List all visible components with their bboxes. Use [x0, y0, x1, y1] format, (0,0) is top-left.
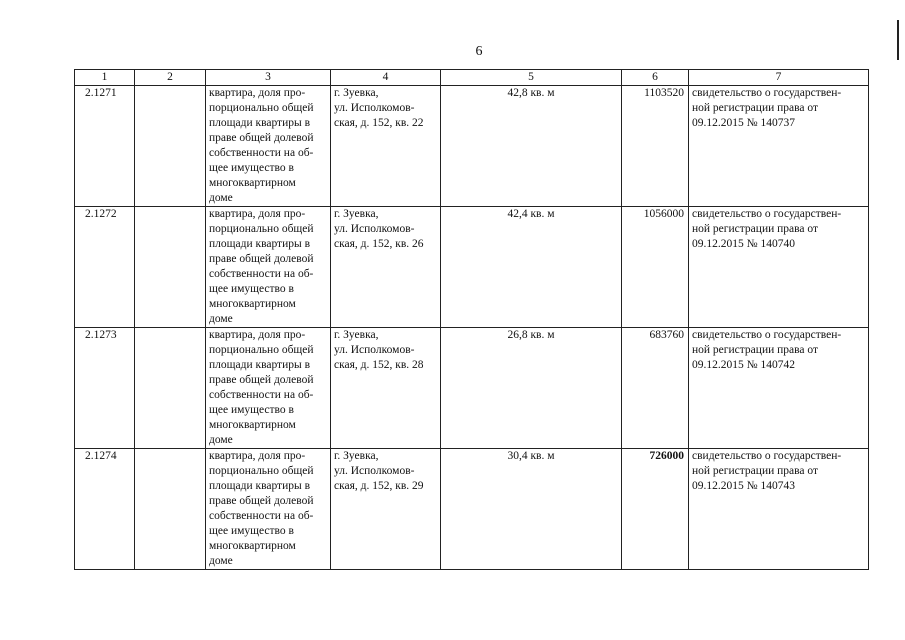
column-header-7: 7	[689, 70, 869, 86]
row-object-description: квартира, доля про- порционально общей площади квартиры в праве общей долевой собственности на об- щее имущество в многоквартирном доме	[206, 207, 331, 328]
row-area: 30,4 кв. м	[441, 449, 622, 570]
row-number: 2.1271	[75, 86, 135, 207]
row-area: 42,4 кв. м	[441, 207, 622, 328]
table-row	[75, 449, 869, 570]
row-document: свидетельство о государствен- ной регистрации права от 09.12.2015 № 140743	[689, 449, 869, 570]
table-row	[75, 207, 869, 328]
row-number: 2.1273	[75, 328, 135, 449]
row-object-description: квартира, доля про- порционально общей площади квартиры в праве общей долевой собственности на об- щее имущество в многоквартирном доме	[206, 328, 331, 449]
row-value: 1056000	[622, 207, 689, 328]
row-document: свидетельство о государствен- ной регистрации права от 09.12.2015 № 140740	[689, 207, 869, 328]
table-row	[75, 328, 869, 449]
row-address: г. Зуевка, ул. Исполкомов- ская, д. 152, кв. 26	[331, 207, 441, 328]
row-col2	[135, 328, 206, 449]
row-number: 2.1272	[75, 207, 135, 328]
column-header-4: 4	[331, 70, 441, 86]
table-header-row	[75, 70, 869, 86]
row-value: 683760	[622, 328, 689, 449]
column-header-6: 6	[622, 70, 689, 86]
row-value: 726000	[622, 449, 689, 570]
scan-edge-mark	[897, 20, 899, 60]
row-col2	[135, 449, 206, 570]
row-col2	[135, 207, 206, 328]
row-object-description: квартира, доля про- порционально общей площади квартиры в праве общей долевой собственности на об- щее имущество в многоквартирном доме	[206, 86, 331, 207]
table-row	[75, 86, 869, 207]
row-document: свидетельство о государствен- ной регистрации права от 09.12.2015 № 140742	[689, 328, 869, 449]
row-area: 42,8 кв. м	[441, 86, 622, 207]
row-number: 2.1274	[75, 449, 135, 570]
column-header-2: 2	[135, 70, 206, 86]
row-address: г. Зуевка, ул. Исполкомов- ская, д. 152, кв. 28	[331, 328, 441, 449]
row-area: 26,8 кв. м	[441, 328, 622, 449]
row-object-description: квартира, доля про- порционально общей площади квартиры в праве общей долевой собственности на об- щее имущество в многоквартирном доме	[206, 449, 331, 570]
column-header-3: 3	[206, 70, 331, 86]
row-document: свидетельство о государствен- ной регистрации права от 09.12.2015 № 140737	[689, 86, 869, 207]
page-number: 6	[475, 44, 483, 59]
row-col2	[135, 86, 206, 207]
column-header-5: 5	[441, 70, 622, 86]
property-registry-table	[74, 69, 869, 570]
row-address: г. Зуевка, ул. Исполкомов- ская, д. 152, кв. 29	[331, 449, 441, 570]
row-value: 1103520	[622, 86, 689, 207]
column-header-1: 1	[75, 70, 135, 86]
row-address: г. Зуевка, ул. Исполкомов- ская, д. 152, кв. 22	[331, 86, 441, 207]
